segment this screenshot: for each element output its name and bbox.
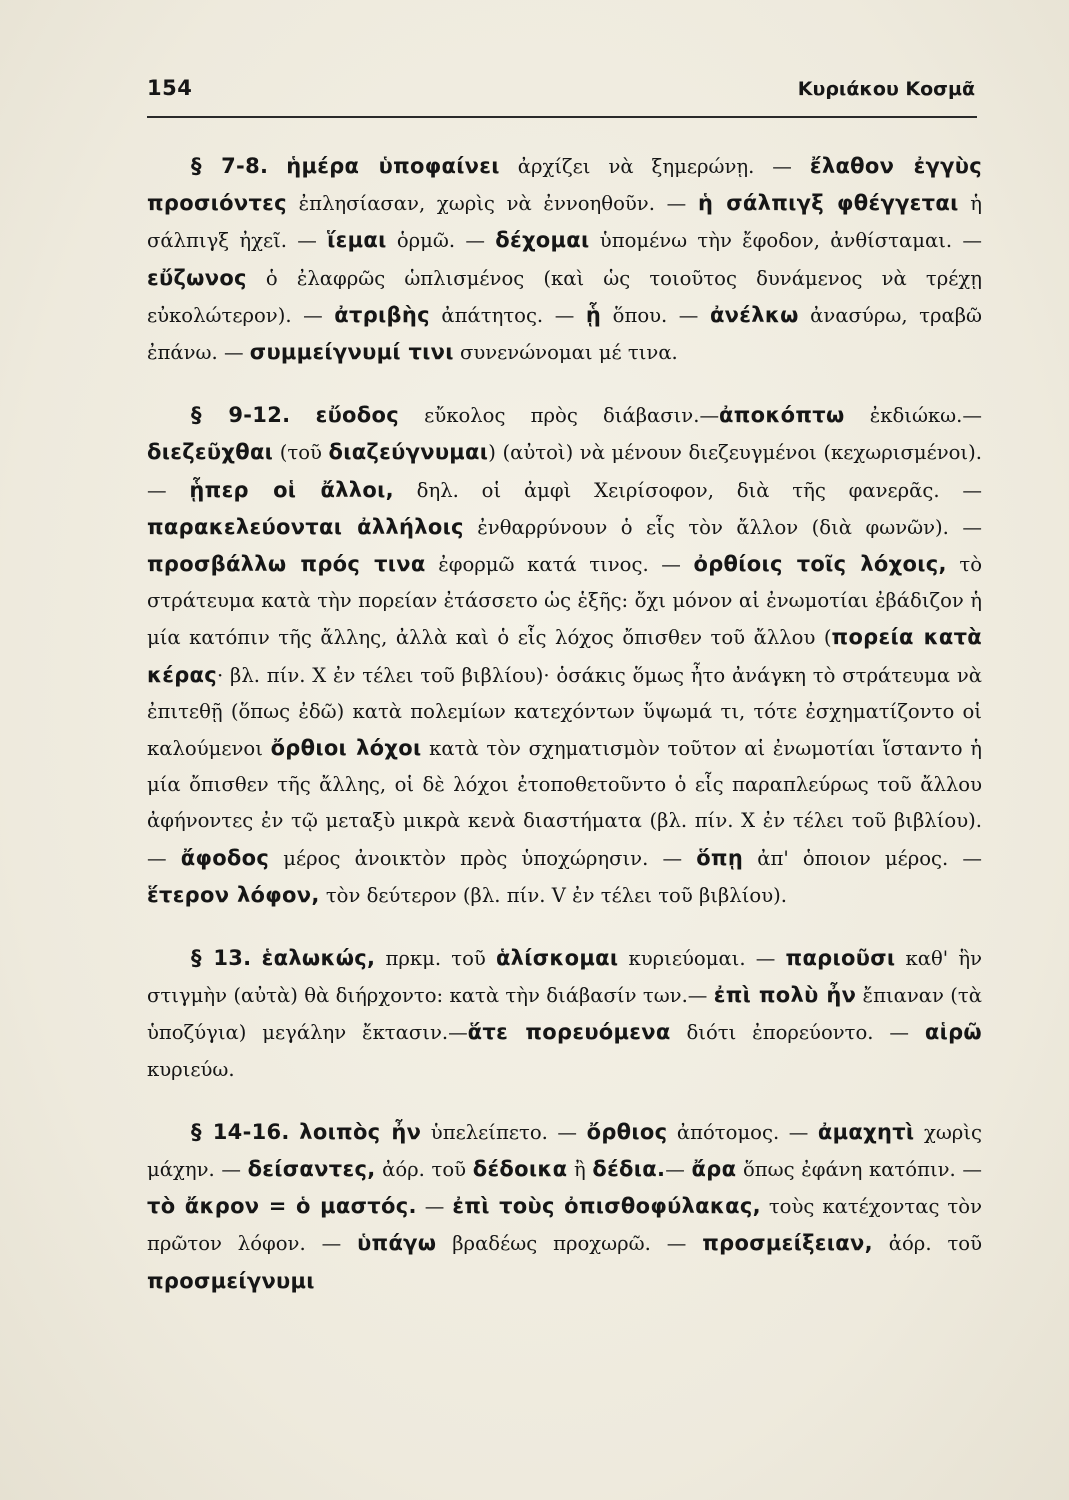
section-marker: § 9-12. <box>191 403 291 428</box>
section-marker: § 13. <box>191 946 252 971</box>
section-marker: § 7-8. <box>191 154 269 178</box>
gloss-text: τοὺς κατέχοντας τὸν πρῶτον λόφον. — <box>147 1195 982 1256</box>
gloss-text: κυριεύω. <box>147 1057 235 1081</box>
lemma-term: παριοῦσι <box>785 946 896 971</box>
lemma-term: δέχομαι <box>495 228 590 253</box>
lemma-term: διαζεύγνυμαι <box>328 440 489 465</box>
gloss-text: εὔκολος πρὸς διάβασιν.— <box>398 404 720 428</box>
gloss-text: ἀπ' ὁποιον μέρος. — <box>743 846 982 870</box>
paragraph-section-7-8 <box>147 148 982 371</box>
page-header <box>147 76 979 104</box>
lemma-term: ὄρθιοι λόχοι <box>270 736 422 761</box>
gloss-text: τὸ στράτευμα κατὰ τὴν πορείαν ἐτάσσετο ὡς ἑξῆς: ὄχι μόνον αἱ ἐνωμοτίαι ἐβάδιζον ἡ μία κατόπιν τῆς ἄλλης, ἀλλὰ καὶ ὁ εἷς λόχος ὄπισθεν τοῦ ἄλλου ( <box>147 553 982 650</box>
running-head: Κυριάκου Κοσμᾶ <box>797 78 975 100</box>
lemma-term: ἑαλωκώς, <box>261 946 376 971</box>
gloss-text: ὁρμῶ. — <box>386 229 496 253</box>
gloss-text: ) (αὐτοὶ) νὰ μένουν διεζευγμένοι (κεχωρισμένοι). — <box>147 441 982 502</box>
commentary-text <box>147 148 982 1300</box>
gloss-text <box>268 155 286 178</box>
lemma-term: λοιπὸς ἦν <box>299 1119 422 1144</box>
gloss-text: ἢ <box>567 1158 593 1182</box>
gloss-text: ἀνασύρω, τραβῶ ἐπάνω. — <box>147 303 983 365</box>
lemma-term: δείσαντες, <box>247 1157 376 1182</box>
gloss-text: ἐπλησίασαν, χωρὶς νὰ ἐννοηθοῦν. — <box>286 192 698 216</box>
lemma-term: ᾗ <box>585 302 602 327</box>
lemma-term: ὅπῃ <box>696 845 744 870</box>
lemma-term: ἅτε πορευόμενα <box>467 1020 671 1045</box>
lemma-term: ἵεμαι <box>327 228 387 253</box>
lemma-term: εὔοδος <box>315 403 399 428</box>
lemma-term: ἀμαχητὶ <box>817 1119 915 1144</box>
gloss-text: διότι ἐπορεύοντο. — <box>670 1021 925 1045</box>
lemma-term: παρακελεύονται ἀλλήλοις <box>147 514 464 539</box>
paragraph-section-9-12 <box>147 397 982 914</box>
lemma-term: ἐπὶ πολὺ ἦν <box>713 983 857 1008</box>
lemma-term: ἐπὶ τοὺς ὀπισθοφύλακας, <box>452 1194 761 1219</box>
lemma-term: ὀρθίοις τοῖς λόχοις, <box>693 552 947 577</box>
gloss-text: μέρος ἀνοικτὸν πρὸς ὑποχώρησιν. — <box>269 846 697 870</box>
lemma-term: ἡμέρα ὑποφαίνει <box>286 154 500 178</box>
gloss-text: τὸν δεύτερον (βλ. πίν. V ἐν τέλει τοῦ βιβλίου). <box>319 883 787 907</box>
lemma-term: ἀνέλκω <box>709 302 799 327</box>
gloss-text: — <box>416 1195 453 1219</box>
gloss-text: ἐφορμῶ κατά τινος. — <box>425 553 694 577</box>
lemma-term: διεζεῦχθαι <box>147 440 274 465</box>
lemma-term: πορεία κατὰ κέρας <box>147 625 982 687</box>
page-number: 154 <box>147 76 193 100</box>
lemma-term: τὸ ἄκρον = ὁ μαστός. <box>147 1194 417 1219</box>
gloss-text: ἡ σάλπιγξ ἠχεῖ. — <box>147 192 983 253</box>
lemma-term: ἔλαθον ἐγγὺς προσιόντες <box>147 154 982 216</box>
gloss-text: ἀόρ. τοῦ <box>375 1158 473 1182</box>
lemma-term: ὑπάγω <box>357 1231 437 1256</box>
gloss-text: ἔπιαναν (τὰ ὑποζύγια) μεγάλην ἔκτασιν.— <box>147 984 982 1045</box>
lemma-term: προσβάλλω πρός τινα <box>147 552 426 577</box>
lemma-term: ἀποκόπτω <box>719 403 845 428</box>
gloss-text: (τοῦ <box>273 441 329 465</box>
lemma-term: ἀτριβὴς <box>334 302 430 327</box>
gloss-text <box>290 1121 300 1144</box>
gloss-text: ἐνθαρρύνουν ὁ εἷς τὸν ἄλλον (διὰ φωνῶν). — <box>463 515 982 539</box>
lemma-term: προσμείγνυμι <box>147 1268 315 1293</box>
gloss-text: ὁ ἐλαφρῶς ὡπλισμένος (καὶ ὡς τοιοῦτος δυνάμενος νὰ τρέχῃ εὐκολώτερον). — <box>147 266 982 327</box>
gloss-text: ἐκδιώκω.— <box>844 404 982 428</box>
lemma-term: ἄφοδος <box>180 845 270 870</box>
gloss-text: — <box>665 1158 692 1182</box>
lemma-term: δέδοικα <box>472 1157 568 1182</box>
section-marker: § 14-16. <box>191 1119 290 1144</box>
lemma-term: ἕτερον λόφον, <box>147 882 320 907</box>
gloss-text: ὅπου. — <box>601 303 710 327</box>
gloss-text: ἀρχίζει νὰ ξημερώνῃ. — <box>499 155 810 178</box>
gloss-text: ὑπελείπετο. — <box>421 1120 587 1144</box>
gloss-text: ὑπομένω τὴν ἔφοδον, ἀνθίσταμαι. — <box>589 229 982 253</box>
lemma-term: συμμείγνυμί τινι <box>249 340 454 365</box>
gloss-text: δηλ. οἱ ἀμφὶ Χειρίσοφον, διὰ τῆς φανερᾶς. — <box>393 478 982 502</box>
lemma-term: αἱρῶ <box>924 1020 982 1045</box>
gloss-text: πρκμ. τοῦ <box>375 947 496 971</box>
gloss-text <box>251 947 261 970</box>
gloss-text: κυριεύομαι. — <box>618 947 786 971</box>
paragraph-section-13 <box>147 940 982 1088</box>
lemma-term: δέδια. <box>592 1157 666 1182</box>
gloss-text: συνενώνομαι μέ τινα. <box>453 341 678 365</box>
gloss-text: βραδέως προχωρῶ. — <box>436 1232 703 1256</box>
lemma-term: εὔζωνος <box>147 265 247 290</box>
gloss-text: · βλ. πίν. Χ ἐν τέλει τοῦ βιβλίου)· ὁσάκις ὅμως ἦτο ἀνάγκη τὸ στράτευμα νὰ ἐπιτεθῇ (ὅπως ἐδῶ) κατὰ πολεμίων κατεχόντων ὕψωμά τι, τότε ἐσχηματίζοντο οἱ καλούμενοι <box>147 663 982 761</box>
lemma-term: ἁλίσκομαι <box>495 946 619 971</box>
lemma-term: ἡ σάλπιγξ φθέγγεται <box>697 191 959 216</box>
gloss-text <box>290 404 315 427</box>
gloss-text: καθ' ἣν στιγμὴν (αὐτὰ) θὰ διήρχοντο: κατὰ τὴν διάβασίν των.— <box>147 947 982 1008</box>
gloss-text: ἀπάτητος. — <box>429 303 586 327</box>
gloss-text: ἀόρ. τοῦ <box>872 1232 982 1256</box>
paragraph-section-14-16 <box>147 1114 982 1300</box>
lemma-term: προσμείξειαν, <box>702 1231 873 1256</box>
gloss-text: ὅπως ἐφάνη κατόπιν. — <box>736 1158 982 1182</box>
header-rule <box>147 116 977 118</box>
lemma-term: ἄρα <box>691 1157 737 1182</box>
lemma-term: ὄρθιος <box>586 1119 668 1144</box>
gloss-text: χωρὶς μάχην. — <box>147 1120 982 1182</box>
lemma-term: ᾗπερ οἱ ἄλλοι, <box>189 477 394 502</box>
gloss-text: ἀπότομος. — <box>667 1120 818 1144</box>
gloss-text: κατὰ τὸν σχηματισμὸν τοῦτον αἱ ἐνωμοτίαι ἵσταντο ἡ μία ὄπισθεν τῆς ἄλλης, οἱ δὲ λόχοι ἐτοποθετοῦντο ὁ εἷς παραπλεύρως τοῦ ἄλλου ἀφήνοντες ἐν τῷ μεταξὺ μικρὰ κενὰ διαστήματα (βλ. πίν. Χ ἐν τέλει τοῦ βιβλίου). — <box>147 737 983 870</box>
